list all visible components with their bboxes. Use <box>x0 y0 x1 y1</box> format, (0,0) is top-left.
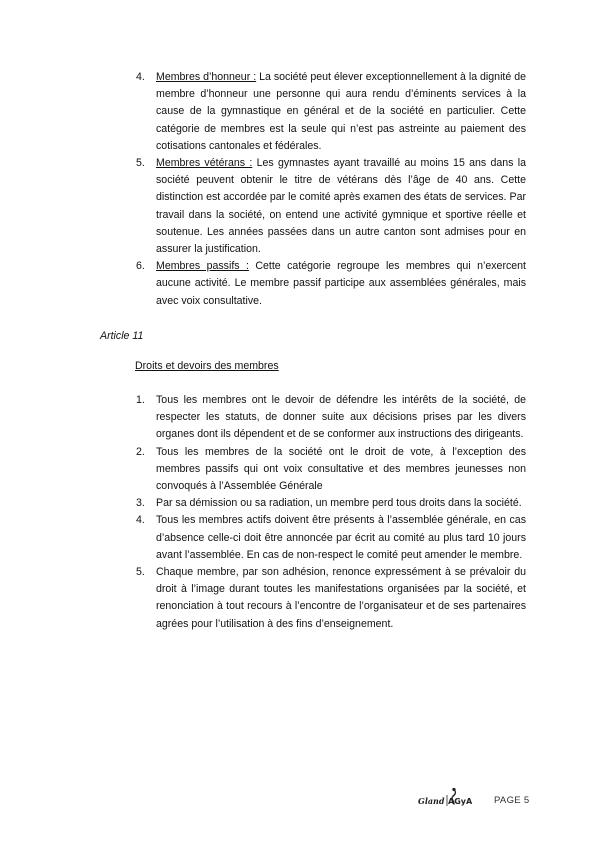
category-term: Membres passifs : <box>156 260 249 273</box>
list-item-text: Par sa démission ou sa radiation, un membre perd tous droits dans la société. <box>156 497 522 510</box>
list-item <box>134 564 526 633</box>
page-footer <box>416 787 536 813</box>
list-item-text: Tous les membres ont le devoir de défendre les intérêts de la société, de respecter les statuts, de donner suite aux décisions prises par les divers organes dont ils dépendent et de se conformer aux instructions des dirigeants. <box>156 394 526 441</box>
list-number: 5. <box>136 566 145 579</box>
category-term: Membres d’honneur : <box>156 71 257 83</box>
category-text: Cette catégorie regroupe les membres qui n’exercent aucune activité. Le membre passif participe aux assemblées générales, mais avec voix consultative. <box>156 260 526 307</box>
list-number: 2. <box>136 445 145 458</box>
list-item <box>134 495 526 512</box>
list-item <box>134 512 526 564</box>
list-item <box>134 392 526 444</box>
list-number: 5. <box>136 157 145 170</box>
list-item <box>134 155 526 258</box>
category-text: Les gymnastes ayant travaillé au moins 15 ans dans la société peuvent obtenir le titre de vétérans dès l’âge de 40 ans. Cette distinction est accordée par le comité après examen des états de services. Par travail dans la société, on entend une activité gymnique et sportive réelle et soutenue. Les années passées dans un autre canton sont admises pour en assurer la justification. <box>156 157 526 256</box>
list-item-text: Tous les membres de la société ont le droit de vote, à l’exception des membres passifs qui ont voix consultative et des membres jeunesses non convoqués à l’Assemblée Générale <box>156 445 526 493</box>
section-title: Droits et devoirs des membres <box>135 360 279 372</box>
member-categories-list <box>134 69 526 310</box>
list-item-text: Chaque membre, par son adhésion, renonce expressément à se prévaloir du droit à l’image durant toutes les manifestations organisées par la société, et renonciation à tout recours à l’encontre de l’organisateur et de ses partenaires agrées pour l’utilisation à des fins d’enseignement. <box>156 566 526 630</box>
list-number: 4. <box>136 71 145 83</box>
rights-duties-list <box>134 392 526 633</box>
article-label: Article 11 <box>100 330 144 342</box>
list-item <box>134 258 526 310</box>
list-item-text: Tous les membres actifs doivent être présents à l’assemblée générale, en cas d’absence celle-ci doit être annoncée par écrit au comité au plus tard 10 jours avant l’assemblée. En cas de non-respect le comité peut amender le membre. <box>156 514 526 561</box>
list-number: 1. <box>136 394 145 406</box>
category-term: Membres vétérans : <box>156 157 253 170</box>
svg-text:Gland: Gland <box>418 796 445 806</box>
list-number: 6. <box>136 260 145 273</box>
category-text: La société peut élever exceptionnellement à la dignité de membre d’honneur une personne qui aura rendu d’éminents services à la cause de la gymnastique en général et de la société en particulier. Cette catégorie de membres est la seule qui n’est pas astreinte au paiement des cotisations cantonales et fédérales. <box>156 71 527 152</box>
list-item <box>134 444 526 496</box>
list-number: 3. <box>136 497 145 510</box>
page-number: PAGE 5 <box>494 795 530 806</box>
svg-text:AGyA: AGyA <box>448 797 473 806</box>
list-number: 4. <box>136 514 145 527</box>
list-item <box>134 69 526 155</box>
club-logo-icon <box>416 787 486 813</box>
